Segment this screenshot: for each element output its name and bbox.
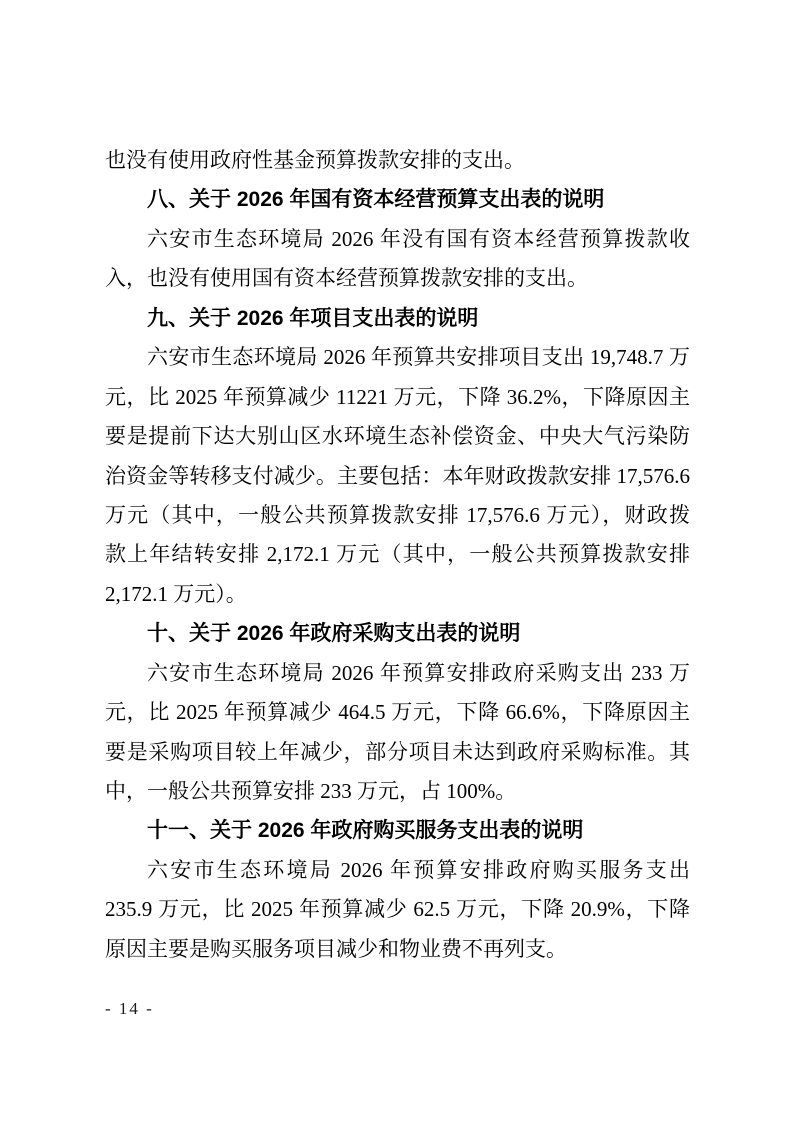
section-heading-11: 十一、关于 2026 年政府购买服务支出表的说明 [147,819,584,843]
section-heading-9: 九、关于 2026 年项目支出表的说明 [147,306,479,330]
paragraph-line: 中，一般公共预算安排 233 万元，占 100%。 [105,779,517,803]
paragraph-line: 六安市生态环境局 2026 年预算安排政府采购支出 233 万 [147,660,690,685]
paragraph-line: 六安市生态环境局 2026 年没有国有资本经营预算拨款收 [147,226,690,251]
paragraph-line: 要是提前下达大别山区水环境生态补偿资金、中央大气污染防 [105,424,690,449]
paragraph-line: 入，也没有使用国有资本经营预算拨款安排的支出。 [105,266,588,291]
paragraph-line: 六安市生态环境局 2026 年预算共安排项目支出 19,748.7 万 [147,345,690,370]
paragraph-line: 治资金等转移支付减少。主要包括：本年财政拨款安排 17,576.6 [105,463,690,488]
paragraph-line: 六安市生态环境局 2026 年预算安排政府购买服务支出 [147,857,690,882]
paragraph-line: 元，比 2025 年预算减少 11221 万元，下降 36.2%，下降原因主 [105,384,690,409]
document-body [105,141,690,969]
paragraph-line: 原因主要是购买服务项目减少和物业费不再列支。 [105,936,567,961]
paragraph-line: 也没有使用政府性基金预算拨款安排的支出。 [105,148,525,172]
paragraph-line: 款上年结转安排 2,172.1 万元（其中，一般公共预算拨款安排 [105,542,690,567]
paragraph-line: 235.9 万元，比 2025 年预算减少 62.5 万元，下降 20.9%，下降 [105,897,690,922]
page-number: - 14 - [105,999,154,1018]
section-heading-10: 十、关于 2026 年政府采购支出表的说明 [147,622,521,646]
paragraph-line: 要是采购项目较上年减少，部分项目未达到政府采购标准。其 [105,739,690,764]
section-heading-8: 八、关于 2026 年国有资本经营预算支出表的说明 [147,188,605,212]
paragraph-line: 2,172.1 万元）。 [105,581,247,606]
paragraph-line: 万元（其中，一般公共预算拨款安排 17,576.6 万元），财政拨 [105,502,690,527]
paragraph-line: 元，比 2025 年预算减少 464.5 万元，下降 66.6%，下降原因主 [105,700,690,725]
